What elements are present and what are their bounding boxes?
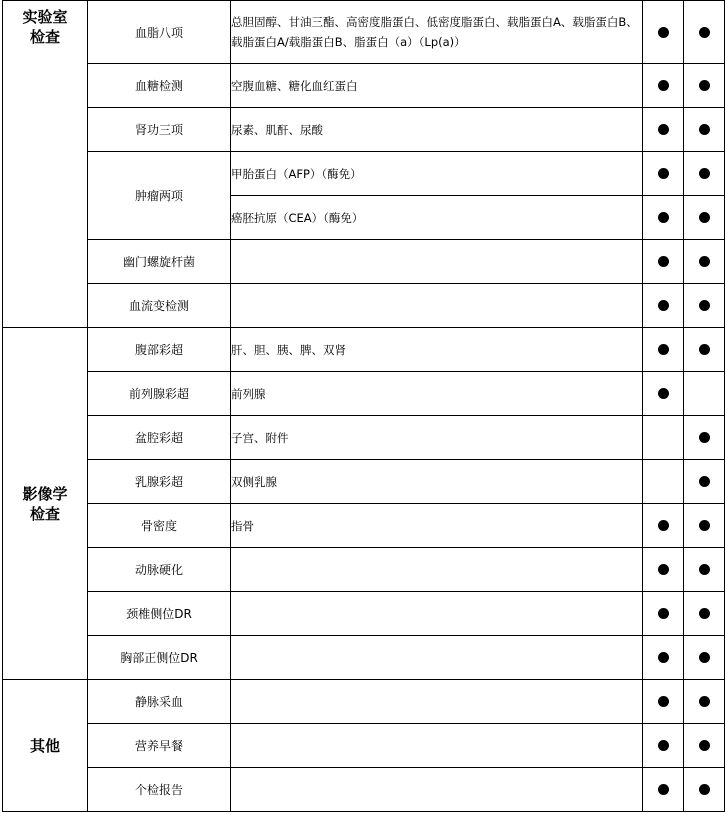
item-name: 腹部彩超 xyxy=(88,328,231,372)
item-detail xyxy=(231,548,643,592)
item-name: 幽门螺旋杆菌 xyxy=(88,240,231,284)
col1-check xyxy=(643,328,684,372)
filled-dot-icon xyxy=(658,344,669,355)
filled-dot-icon xyxy=(699,476,710,487)
col2-check xyxy=(684,64,725,108)
col2-check xyxy=(684,636,725,680)
filled-dot-icon xyxy=(658,168,669,179)
col1-check xyxy=(643,1,684,64)
exam-items-table xyxy=(2,0,725,812)
item-detail: 尿素、肌酐、尿酸 xyxy=(231,108,643,152)
col1-check xyxy=(643,372,684,416)
item-name: 血脂八项 xyxy=(88,1,231,64)
col2-check xyxy=(684,768,725,812)
item-name: 个检报告 xyxy=(88,768,231,812)
item-name: 骨密度 xyxy=(88,504,231,548)
filled-dot-icon xyxy=(658,564,669,575)
col2-check xyxy=(684,416,725,460)
section-label-lab xyxy=(3,1,88,328)
table-row xyxy=(3,372,725,416)
section-label-line: 影像学 xyxy=(22,484,68,503)
item-detail: 癌胚抗原（CEA）（酶免） xyxy=(231,196,643,240)
item-detail xyxy=(231,636,643,680)
table-row xyxy=(3,724,725,768)
filled-dot-icon xyxy=(699,432,710,443)
filled-dot-icon xyxy=(699,652,710,663)
filled-dot-icon xyxy=(699,696,710,707)
col1-check xyxy=(643,240,684,284)
filled-dot-icon xyxy=(658,124,669,135)
filled-dot-icon xyxy=(658,212,669,223)
col2-check xyxy=(684,284,725,328)
filled-dot-icon xyxy=(658,608,669,619)
filled-dot-icon xyxy=(658,80,669,91)
col1-check xyxy=(643,504,684,548)
col1-check xyxy=(643,284,684,328)
table-row xyxy=(3,548,725,592)
col2-check xyxy=(684,372,725,416)
filled-dot-icon xyxy=(699,520,710,531)
section-label-imaging xyxy=(3,328,88,680)
section-label-line: 检查 xyxy=(29,504,60,523)
item-name: 肾功三项 xyxy=(88,108,231,152)
item-detail xyxy=(231,680,643,724)
col1-check xyxy=(643,680,684,724)
item-name: 血糖检测 xyxy=(88,64,231,108)
col2-check xyxy=(684,328,725,372)
table-row xyxy=(3,328,725,372)
filled-dot-icon xyxy=(658,696,669,707)
col2-check xyxy=(684,548,725,592)
table-row xyxy=(3,768,725,812)
item-name: 营养早餐 xyxy=(88,724,231,768)
table-row xyxy=(3,416,725,460)
col2-check xyxy=(684,240,725,284)
col2-check xyxy=(684,1,725,64)
item-detail xyxy=(231,724,643,768)
table-row xyxy=(3,460,725,504)
filled-dot-icon xyxy=(699,212,710,223)
col1-check xyxy=(643,152,684,196)
item-name: 肿瘤两项 xyxy=(88,152,231,240)
table-row xyxy=(3,152,725,196)
item-name: 静脉采血 xyxy=(88,680,231,724)
table-row xyxy=(3,240,725,284)
filled-dot-icon xyxy=(699,784,710,795)
col2-check xyxy=(684,460,725,504)
table-row xyxy=(3,504,725,548)
filled-dot-icon xyxy=(658,27,669,38)
col2-check xyxy=(684,152,725,196)
item-name: 前列腺彩超 xyxy=(88,372,231,416)
filled-dot-icon xyxy=(658,388,669,399)
table-row xyxy=(3,64,725,108)
table-row xyxy=(3,284,725,328)
filled-dot-icon xyxy=(658,300,669,311)
section-label-line: 检查 xyxy=(29,28,60,46)
item-name: 胸部正侧位DR xyxy=(88,636,231,680)
col2-check xyxy=(684,680,725,724)
item-detail xyxy=(231,284,643,328)
item-name: 动脉硬化 xyxy=(88,548,231,592)
col1-check xyxy=(643,768,684,812)
item-detail xyxy=(231,768,643,812)
col2-check xyxy=(684,108,725,152)
item-detail: 子宫、附件 xyxy=(231,416,643,460)
item-detail: 双侧乳腺 xyxy=(231,460,643,504)
filled-dot-icon xyxy=(699,608,710,619)
filled-dot-icon xyxy=(699,256,710,267)
filled-dot-icon xyxy=(699,124,710,135)
item-name: 盆腔彩超 xyxy=(88,416,231,460)
col1-check xyxy=(643,416,684,460)
section-label-other xyxy=(3,680,88,812)
col1-check xyxy=(643,460,684,504)
item-detail xyxy=(231,592,643,636)
col1-check xyxy=(643,592,684,636)
filled-dot-icon xyxy=(658,784,669,795)
item-detail: 指骨 xyxy=(231,504,643,548)
col1-check xyxy=(643,64,684,108)
filled-dot-icon xyxy=(699,27,710,38)
table-row xyxy=(3,636,725,680)
filled-dot-icon xyxy=(658,520,669,531)
col1-check xyxy=(643,636,684,680)
col1-check xyxy=(643,548,684,592)
section-label-line: 实验室 xyxy=(22,8,68,26)
item-detail xyxy=(231,240,643,284)
filled-dot-icon xyxy=(699,300,710,311)
filled-dot-icon xyxy=(658,652,669,663)
col2-check xyxy=(684,196,725,240)
section-label-line: 其他 xyxy=(29,736,60,755)
item-detail: 前列腺 xyxy=(231,372,643,416)
filled-dot-icon xyxy=(699,80,710,91)
item-name: 乳腺彩超 xyxy=(88,460,231,504)
filled-dot-icon xyxy=(658,256,669,267)
table-row xyxy=(3,680,725,724)
table-row xyxy=(3,592,725,636)
item-detail: 空腹血糖、糖化血红蛋白 xyxy=(231,64,643,108)
item-name: 血流变检测 xyxy=(88,284,231,328)
col2-check xyxy=(684,504,725,548)
col2-check xyxy=(684,592,725,636)
item-name: 颈椎侧位DR xyxy=(88,592,231,636)
col1-check xyxy=(643,196,684,240)
item-detail: 总胆固醇、甘油三酯、高密度脂蛋白、低密度脂蛋白、载脂蛋白A、载脂蛋白B、载脂蛋白A/载脂蛋白B、脂蛋白（a）（Lp(a)） xyxy=(231,1,643,64)
col1-check xyxy=(643,724,684,768)
col2-check xyxy=(684,724,725,768)
filled-dot-icon xyxy=(699,168,710,179)
filled-dot-icon xyxy=(699,740,710,751)
col1-check xyxy=(643,108,684,152)
filled-dot-icon xyxy=(699,344,710,355)
item-detail: 肝、胆、胰、脾、双肾 xyxy=(231,328,643,372)
table-row xyxy=(3,108,725,152)
table-row xyxy=(3,1,725,64)
filled-dot-icon xyxy=(658,740,669,751)
item-detail: 甲胎蛋白（AFP）（酶免） xyxy=(231,152,643,196)
filled-dot-icon xyxy=(699,564,710,575)
